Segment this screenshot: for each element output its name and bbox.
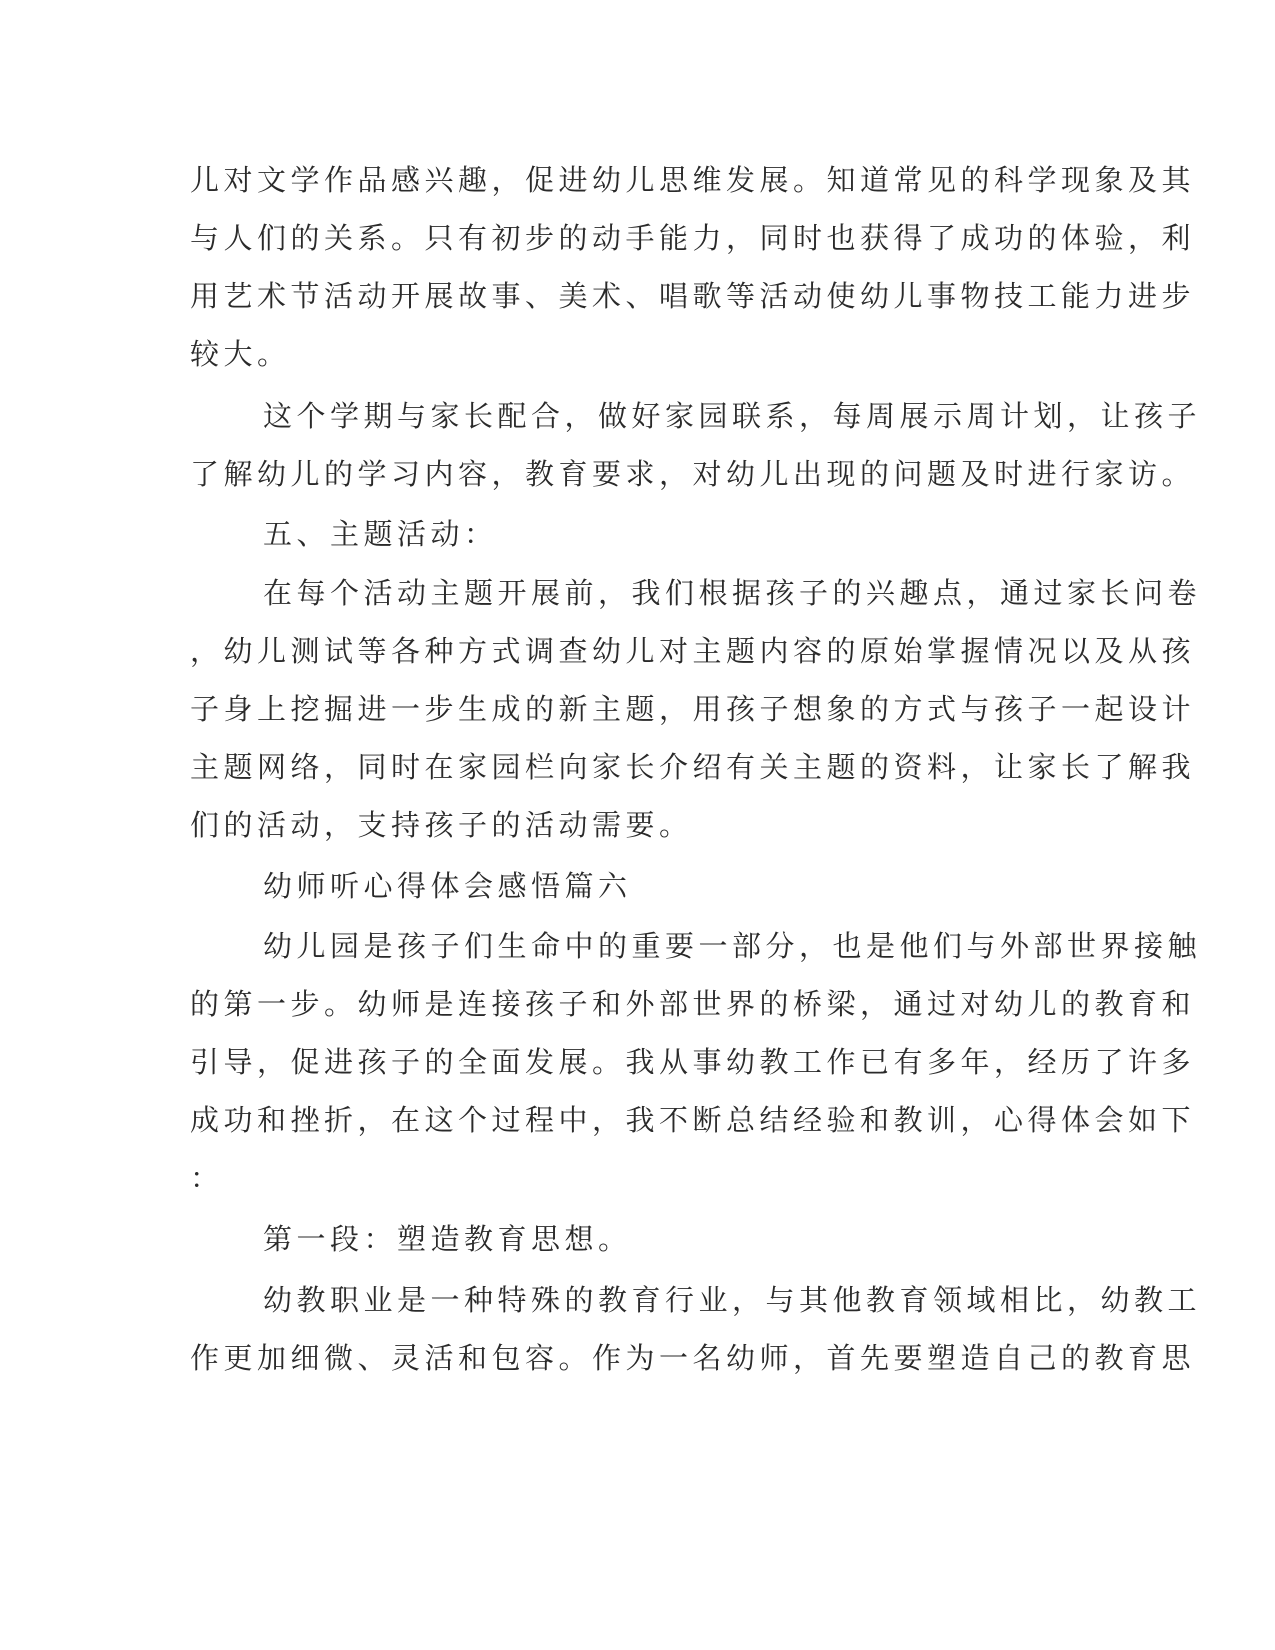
paragraph-first-line: 幼教职业是一种特殊的教育行业，与其他教育领域相比，幼教工 xyxy=(263,1283,1202,1317)
text-line: 作更加细微、灵活和包容。作为一名幼师，首先要塑造自己的教育思 xyxy=(190,1341,1196,1375)
paragraph-first-line: 这个学期与家长配合，做好家园联系，每周展示周计划，让孩子 xyxy=(263,399,1202,433)
article-title: 幼师听心得体会感悟篇六 xyxy=(263,869,632,903)
text-line: ，幼儿测试等各种方式调查幼儿对主题内容的原始掌握情况以及从孩 xyxy=(190,634,1196,668)
text-line: 的第一步。幼师是连接孩子和外部世界的桥梁，通过对幼儿的教育和 xyxy=(190,987,1196,1021)
section-heading: 五、主题活动： xyxy=(263,517,498,551)
text-line: 儿对文学作品感兴趣，促进幼儿思维发展。知道常见的科学现象及其 xyxy=(190,163,1196,197)
text-line: 成功和挫折，在这个过程中，我不断总结经验和教训，心得体会如下 xyxy=(190,1103,1196,1137)
text-line: ： xyxy=(190,1161,224,1195)
text-line: 子身上挖掘进一步生成的新主题，用孩子想象的方式与孩子一起设计 xyxy=(190,692,1196,726)
section-heading: 第一段：塑造教育思想。 xyxy=(263,1222,632,1256)
text-line: 主题网络，同时在家园栏向家长介绍有关主题的资料，让家长了解我 xyxy=(190,750,1196,784)
text-line: 们的活动，支持孩子的活动需要。 xyxy=(190,808,693,842)
paragraph-first-line: 幼儿园是孩子们生命中的重要一部分，也是他们与外部世界接触 xyxy=(263,929,1202,963)
paragraph-first-line: 在每个活动主题开展前，我们根据孩子的兴趣点，通过家长问卷 xyxy=(263,576,1202,610)
text-line: 引导，促进孩子的全面发展。我从事幼教工作已有多年，经历了许多 xyxy=(190,1045,1196,1079)
text-line: 用艺术节活动开展故事、美术、唱歌等活动使幼儿事物技工能力进步 xyxy=(190,279,1196,313)
text-line: 了解幼儿的学习内容，教育要求，对幼儿出现的问题及时进行家访。 xyxy=(190,457,1196,491)
text-line: 较大。 xyxy=(190,337,291,371)
text-line: 与人们的关系。只有初步的动手能力，同时也获得了成功的体验，利 xyxy=(190,221,1196,255)
